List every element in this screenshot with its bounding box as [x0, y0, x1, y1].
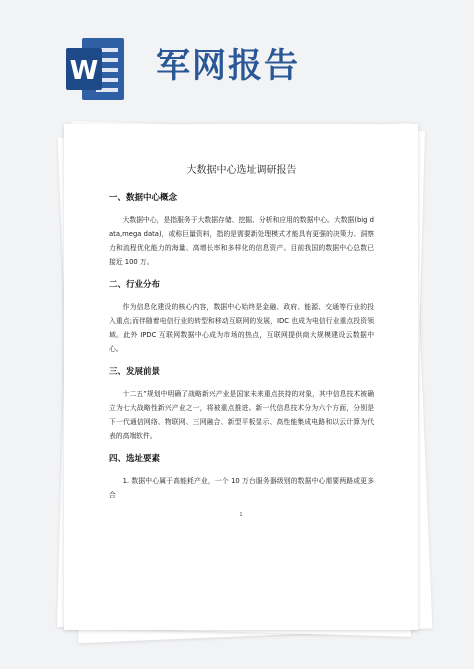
section-heading-site-factors: 四、选址要素: [109, 454, 161, 464]
section-paragraph: 1. 数据中心属于高能耗产业，一个 10 万台服务器级别的数据中心需要两路或更多合: [109, 477, 374, 499]
section-heading-prospects: 三、发展前景: [109, 367, 161, 377]
section-heading-concept: 一、数据中心概念: [109, 193, 178, 203]
section-paragraph: 大数据中心，是指服务于大数据存储、挖掘、分析和应用的数据中心。大数据(big data,mega data)，或称巨量资料，指的是需要新处理模式才能具有更强的决策力、洞察力和流程优化能力的海量、高增长率和多样化的信息资产。目前我国的数据中心总数已接近 100 万。: [109, 216, 374, 266]
document-page: [64, 124, 418, 630]
word-document-icon: [66, 38, 124, 100]
page-number: 1: [239, 512, 243, 518]
section-paragraph: 作为信息化建设的核心内容，数据中心始终是金融、政府、能源、交通等行业的投入重点;而伴随着电信行业的转型和移动互联网的发展，IDC 也成为电信行业重点投资领域。此外 IPDC 互联网数据中心成为市场的热点，互联网提供商大规模建设云数据中心。: [109, 303, 374, 353]
word-logo-letter: W: [69, 56, 99, 86]
brand-title: 军网报告: [156, 46, 300, 86]
document-title: 大数据中心选址调研报告: [186, 165, 297, 176]
header: [0, 0, 474, 120]
section-paragraph: 十二五”规划中明确了战略新兴产业是国家未来重点扶持的对象，其中信息技术被确立为七大战略性新兴产业之一，将被重点推进。新一代信息技术分为六个方面，分别是下一代通信网络、物联网、三网融合、新型平板显示、高性能集成电路和以云计算为代表的高端软件。: [109, 390, 374, 440]
section-heading-industry: 二、行业分布: [109, 280, 161, 290]
